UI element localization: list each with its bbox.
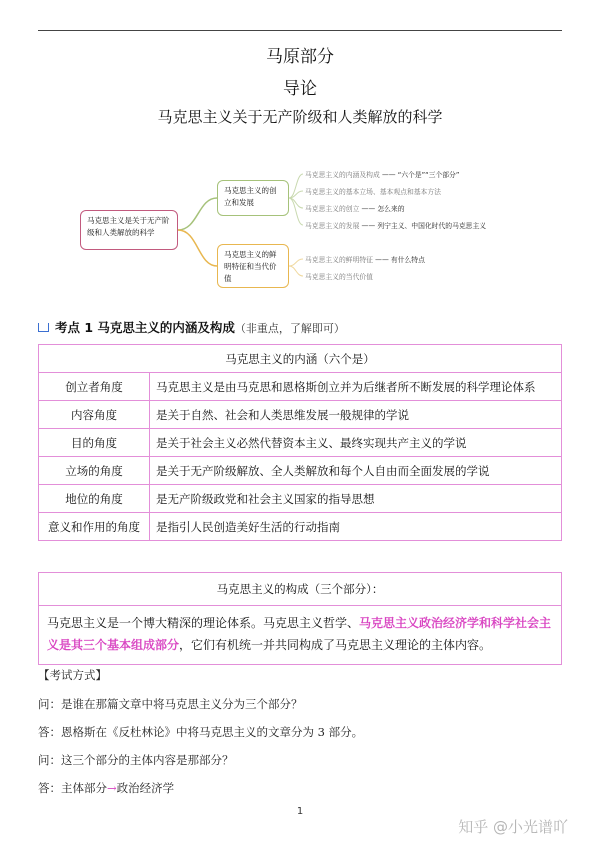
row-label: 地位的角度 xyxy=(39,485,150,513)
composition-header: 马克思主义的构成（三个部分）： xyxy=(39,573,561,606)
mindmap-root-node: 马克思主义是关于无产阶级和人类解放的科学 xyxy=(80,210,178,250)
mindmap-leaf: 马克思主义的基本立场、基本观点和基本方法 xyxy=(305,188,441,196)
page-title: 马原部分 xyxy=(266,47,334,67)
row-label: 意义和作用的角度 xyxy=(39,513,150,541)
connotation-table xyxy=(38,344,562,541)
section-heading xyxy=(38,318,345,336)
table-row xyxy=(39,429,562,457)
page-number: 1 xyxy=(296,806,304,817)
question-2: 问：这三个部分的主体内容是那部分？ xyxy=(38,753,234,767)
row-content: 是关于自然、社会和人类思维发展一般规律的学说 xyxy=(150,401,562,429)
answer-1: 答：恩格斯在《反杜林论》中将马克思主义的文章分为 3 部分。 xyxy=(38,725,364,739)
mindmap-leaf: 马克思主义的内涵及构成 —— “六个是”“三个部分” xyxy=(305,171,460,179)
section-title: 考点 1 马克思主义的内涵及构成 xyxy=(55,320,235,335)
checkbox-icon xyxy=(38,323,49,332)
row-label: 目的角度 xyxy=(39,429,150,457)
row-label: 内容角度 xyxy=(39,401,150,429)
composition-box xyxy=(38,572,562,665)
table-row xyxy=(39,485,562,513)
mindmap-leaf: 马克思主义的鲜明特征 —— 有什么特点 xyxy=(305,256,425,264)
chapter-title: 导论 xyxy=(283,79,317,99)
table-row xyxy=(39,457,562,485)
mindmap-branch-creation: 马克思主义的创立和发展 xyxy=(217,180,289,216)
row-content: 是关于社会主义必然代替资本主义、最终实现共产主义的学说 xyxy=(150,429,562,457)
section-note: （非重点，了解即可） xyxy=(234,322,345,335)
arrow-icon: → xyxy=(107,781,117,795)
table-header: 马克思主义的内涵（六个是） xyxy=(39,345,562,373)
mindmap-branch-features: 马克思主义的鲜明特征和当代价值 xyxy=(217,244,289,288)
table-row xyxy=(39,401,562,429)
watermark: 知乎 @小光谱吖 xyxy=(458,818,568,836)
highlight-text: 马克思主义政治经济学和科学社会主义是其三个基本组成部分 xyxy=(47,616,552,652)
row-content: 是关于无产阶级解放、全人类解放和每个人自由而全面发展的学说 xyxy=(150,457,562,485)
question-1: 问：是谁在那篇文章中将马克思主义分为三个部分？ xyxy=(38,697,303,711)
exam-method-label: 【考试方式】 xyxy=(38,668,107,682)
mindmap-leaf: 马克思主义的创立 —— 怎么来的 xyxy=(305,205,405,213)
composition-body: 马克思主义是一个博大精深的理论体系。马克思主义哲学、马克思主义政治经济学和科学社会主义是其三个基本组成部分，它们有机统一并共同构成了马克思主义理论的主体内容。 xyxy=(47,616,552,652)
chapter-heading: 马克思主义关于无产阶级和人类解放的科学 xyxy=(157,108,443,126)
mindmap-leaf: 马克思主义的当代价值 xyxy=(305,273,373,281)
answer-2: 答：主体部分→政治经济学 xyxy=(38,781,175,795)
row-label: 立场的角度 xyxy=(39,457,150,485)
table-row xyxy=(39,513,562,541)
table-row xyxy=(39,373,562,401)
row-content: 马克思主义是由马克思和恩格斯创立并为后继者所不断发展的科学理论体系 xyxy=(150,373,562,401)
row-content: 是指引人民创造美好生活的行动指南 xyxy=(150,513,562,541)
mindmap-leaf: 马克思主义的发展 —— 列宁主义、中国化时代的马克思主义 xyxy=(305,222,487,230)
row-content: 是无产阶级政党和社会主义国家的指导思想 xyxy=(150,485,562,513)
row-label: 创立者角度 xyxy=(39,373,150,401)
top-rule xyxy=(38,30,562,31)
